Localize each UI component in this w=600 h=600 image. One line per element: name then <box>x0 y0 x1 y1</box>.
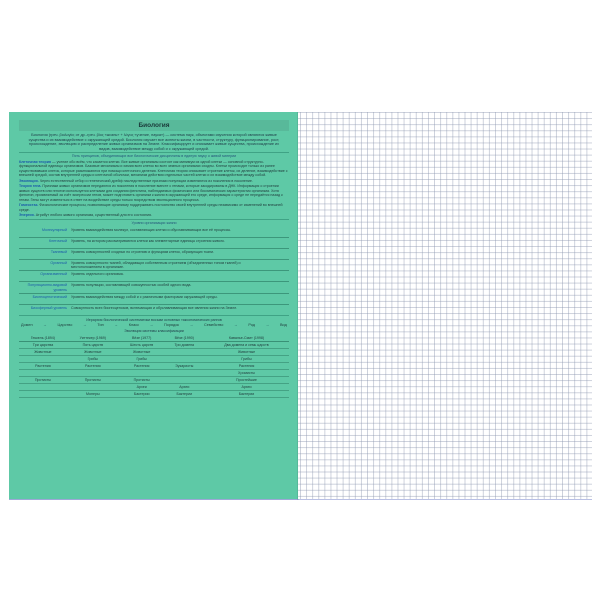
table-cell <box>165 377 204 384</box>
table-cell <box>165 356 204 363</box>
table-cell: Бактерии <box>119 391 165 398</box>
principles-list <box>19 160 289 218</box>
table-cell <box>67 370 119 377</box>
table-header: Кавалье-Смит (1998) <box>204 335 289 342</box>
level-desc: Уровень совокупности тканей, обладающих собственным строением (объединенных типом тканей) и местоположением в организме. <box>71 260 241 269</box>
table-cell: Животные <box>204 349 289 356</box>
table-row <box>19 363 289 370</box>
table-cell: Археи <box>165 384 204 391</box>
table-cell: Монеры <box>67 391 119 398</box>
table-cell: Животные <box>67 349 119 356</box>
arrow-icon: → <box>82 323 87 328</box>
principle <box>19 179 289 184</box>
table-row <box>19 370 289 377</box>
table-cell <box>67 384 119 391</box>
level-row <box>19 272 289 280</box>
taxon-rank: Класс <box>128 323 140 328</box>
principle-text: Атрибут любого живого организма, существенный для его состояния. <box>34 213 152 218</box>
level-desc: Уровень отдельного организма. <box>71 272 124 277</box>
divider <box>19 237 289 238</box>
principle-term: Эволюция. <box>19 178 39 183</box>
table-cell: Грибы <box>204 356 289 363</box>
table-cell: Бактерии <box>165 391 204 398</box>
principle-term: Теория гена. <box>19 184 42 189</box>
table-cell: Протисты <box>19 377 67 384</box>
arrow-icon: → <box>265 323 270 328</box>
table-cell <box>165 349 204 356</box>
table-cell: Пять царств <box>67 342 119 349</box>
divider <box>19 315 289 316</box>
level-desc: Уровень совокупностей сходных по строению и функциям клеток, образующих ткани. <box>71 249 214 254</box>
level-row <box>19 295 289 303</box>
divider <box>19 259 289 260</box>
table-header: Вёзе (1990) <box>165 335 204 342</box>
taxonomy-heading: Иерархия биологической систематики восьми основных таксономических рангов <box>86 318 222 323</box>
level-row <box>19 228 289 236</box>
principle-term: Гомеостаз. <box>19 203 39 208</box>
table-cell: Шесть царств <box>119 342 165 349</box>
table-cell <box>165 370 204 377</box>
taxon-rank: Вид <box>279 323 287 328</box>
table-cell: Грибы <box>119 356 165 363</box>
level-desc: Совокупность всех биогеоценозов, включающая и обуславливающая все явления жизни на Земле. <box>71 306 238 311</box>
divider <box>19 293 289 294</box>
taxon-rank: Род <box>248 323 255 328</box>
level-name: Органный <box>50 260 67 265</box>
level-row <box>19 250 289 258</box>
table-cell: Три домена <box>165 342 204 349</box>
taxon-rank: Тип <box>97 323 104 328</box>
table-cell: Растения <box>19 363 67 370</box>
principles-heading: Пять принципов, объединяющих все биологические дисциплины в единую науку о живой материи <box>71 154 237 159</box>
arrow-icon: → <box>149 323 154 328</box>
table-row <box>19 377 289 384</box>
divider <box>19 219 289 220</box>
reference-content <box>19 120 289 398</box>
table-row <box>19 384 289 391</box>
level-name: Молекулярный <box>42 227 67 232</box>
table-cell: Животные <box>19 349 67 356</box>
table-row <box>19 342 289 349</box>
divider <box>19 304 289 305</box>
taxon-rank: Порядок <box>164 323 179 328</box>
arrow-icon: → <box>189 323 194 328</box>
level-name: Популяционно-видовой уровень <box>27 283 67 292</box>
principle <box>19 213 289 218</box>
table-cell <box>19 370 67 377</box>
level-name: Биогеоценотический <box>32 295 67 300</box>
table-cell: Три царства <box>19 342 67 349</box>
table-header: Вёзе (1977) <box>119 335 165 342</box>
reference-page <box>9 112 298 499</box>
taxon-rank: Домен <box>21 323 33 328</box>
principle <box>19 160 289 178</box>
table-cell: Растения <box>67 363 119 370</box>
level-row <box>19 261 289 270</box>
taxon-rank: Царство <box>57 323 73 328</box>
level-desc: Уровень взаимодействия молекул, составляющих клетки и обуславливающих все её процессы. <box>71 227 232 232</box>
table-cell: Растения <box>204 363 289 370</box>
principle-term: Энергия. <box>19 213 35 218</box>
principle-text: Через естественный отбор и генетический дрейф наследственные признаки популяции изменяются из поколения в поколение. <box>38 178 253 183</box>
arrow-icon: → <box>43 323 47 328</box>
grid-page <box>298 112 592 499</box>
level-row <box>19 306 289 314</box>
table-cell: Грибы <box>67 356 119 363</box>
level-name: Биосферный уровень <box>30 306 67 311</box>
table-cell: Археи <box>204 384 289 391</box>
principle-text: Признаки живых организмов передаются из поколения в поколение вместе с генами, которые закодированы в ДНК. Информация о строении живых существ или генотип используется клетками для создания фенотипа, наблюдаемых физических или биохимических характеристик организма. Хотя фенотип, проявляемый за счёт экспрессии генов, может подготовить организм к жизни в окружающей его среде, информация о среде не передаётся назад к генам. Гены могут изменяться в ответ на воздействие среды только посредством эволюционного процесса. <box>19 184 283 202</box>
level-name: Клеточный <box>48 238 67 243</box>
table-cell: Хромисты <box>204 370 289 377</box>
level-name: Тканевый <box>50 249 67 254</box>
table-cell: Протисты <box>119 377 165 384</box>
principle-term: Клеточная теория <box>19 159 52 164</box>
table-cell <box>19 384 67 391</box>
taxonomy-row <box>19 323 289 327</box>
table-header: Уиттекер (1969) <box>67 335 119 342</box>
arrow-icon: → <box>233 323 238 328</box>
level-row <box>19 283 289 292</box>
page-title: Биология <box>19 120 289 131</box>
principle <box>19 203 289 212</box>
classification-heading: Эволюция системы классификации <box>124 329 184 334</box>
table-cell <box>119 370 165 377</box>
classification-table <box>19 335 289 398</box>
arrow-icon: → <box>114 323 119 328</box>
level-name: Организменный <box>40 272 67 277</box>
table-cell: Простейшие <box>204 377 289 384</box>
level-row <box>19 239 289 247</box>
divider <box>19 270 289 271</box>
table-cell <box>19 356 67 363</box>
level-desc: Уровень, на котором рассматриваются клетки как элементарные единицы строения живого. <box>71 238 225 243</box>
table-cell: Растения <box>119 363 165 370</box>
divider <box>19 248 289 249</box>
table-cell <box>19 391 67 398</box>
table-cell: Эукариоты <box>165 363 204 370</box>
table-cell: Животные <box>119 349 165 356</box>
table-cell: Два домена и семь царств <box>204 342 289 349</box>
levels-list <box>19 228 289 315</box>
intro-text: Биология (греч. βιολογία; от др.-греч. βίος «жизнь» + λόγος «учение, наука») — система наук, объектами изучения которой являются живые существа и их взаимодействие с окружающей средой. Биология изучает все аспекты жизни, в частности, структуру, функционирование, рост, происхождение, эволюцию и распределение живых организмов на Земле. Классифицирует и описывает живые существа, происхождение их видов, взаимодействие между собой и с окружающей средой. <box>28 133 280 151</box>
table-row <box>19 356 289 363</box>
level-desc: Уровень взаимодействия между собой и с различными факторами окружающей среды. <box>71 295 218 300</box>
table-cell: Бактерии <box>204 391 289 398</box>
divider <box>19 152 289 153</box>
principle-text: — учение обо всём, что касается клетки. Все живые организмы состоят как минимум из одной клетки — основной структурно-функциональной единицы организмов. Базовые механизмы и химия всех клеток во всех земных организмах сходны. Клетки происходят только из ранее существовавших клеток, которые размножаются при помощи клеточного деления. Клеточная теория описывает строение клеток, их деление, взаимодействие с внешней средой, состав внутренней среды и клеточной оболочки, механизм действия отдельных частей клетки и их взаимодействие между собой. <box>19 159 288 178</box>
table-cell: Археи <box>119 384 165 391</box>
table-row <box>19 391 289 398</box>
taxon-rank: Семейство <box>203 323 224 328</box>
level-desc: Уровень популяции, составляющей совокупностью особей одного вида. <box>71 283 192 288</box>
levels-heading: Уровни организации жизни <box>131 220 177 225</box>
divider <box>19 281 289 282</box>
principle <box>19 184 289 202</box>
table-cell: Протисты <box>67 377 119 384</box>
table-header: Геккель (1894) <box>19 335 67 342</box>
principle-text: Физиологические процессы, позволяющие организму поддерживать постоянство своей внутренней среды независимо от изменений во внешней среде. <box>19 203 283 212</box>
table-row <box>19 349 289 356</box>
